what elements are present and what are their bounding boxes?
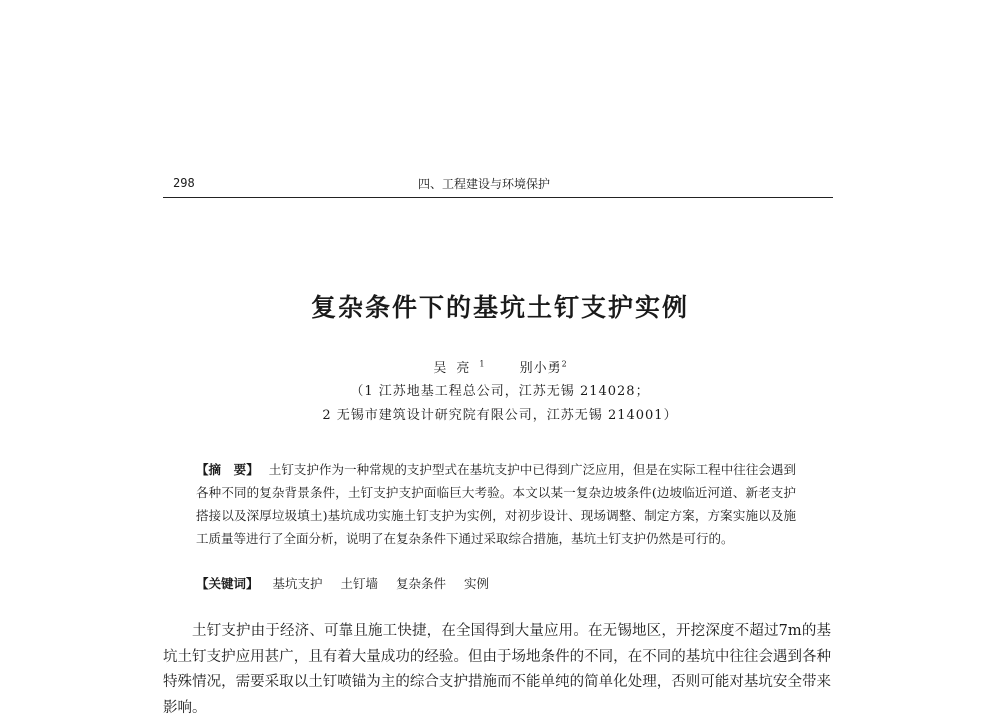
abstract (196, 458, 796, 550)
header-rule (163, 197, 833, 198)
keyword: 实例 (464, 576, 490, 591)
keyword: 基坑支护 (272, 576, 323, 591)
affiliation-1: （1 江苏地基工程总公司，江苏无锡 214028； (350, 384, 650, 399)
running-header: 四、工程建设与环境保护 (418, 177, 551, 191)
abstract-label: 【摘 要】 (196, 462, 259, 477)
keyword: 土钉墙 (340, 576, 379, 591)
keyword: 复杂条件 (396, 576, 447, 591)
authors (0, 357, 1000, 376)
author-1: 吴亮$^1$ (433, 359, 485, 376)
author-2: 别小勇$^2$ (519, 359, 567, 376)
abstract-text: 土钉支护作为一种常规的支护型式在基坑支护中已得到广泛应用，但是在实际工程中往往会遇到各种不同的复杂背景条件，土钉支护支护面临巨大考验。本文以某一复杂边坡条件(边坡临近河道、新老支护搭接以及深厚垃圾填土)基坑成功实施土钉支护为实例，对初步设计、现场调整、制定方案，方案实施以及施工质量等进行了全面分析，说明了在复杂条件下通过采取综合措施，基坑土钉支护仍然是可行的。 (196, 462, 796, 546)
body-paragraph: 土钉支护由于经济、可靠且施工快捷，在全国得到大量应用。在无锡地区，开挖深度不超过7m的基坑土钉支护应用甚广，且有着大量成功的经验。但由于场地条件的不同，在不同的基坑中往往会遇到各种特殊情况，需要采取以土钉喷锚为主的综合支护措施而不能单纯的简单化处理，否则可能对基坑安全带来影响。 (163, 623, 831, 716)
keywords (196, 574, 796, 592)
keywords-label: 【关键词】 (196, 576, 259, 591)
page-number: 298 (173, 176, 195, 190)
paper-title: 复杂条件下的基坑土钉支护实例 (310, 293, 689, 322)
affiliation-2: 2 无锡市建筑设计研究院有限公司，江苏无锡 214001） (322, 408, 678, 423)
